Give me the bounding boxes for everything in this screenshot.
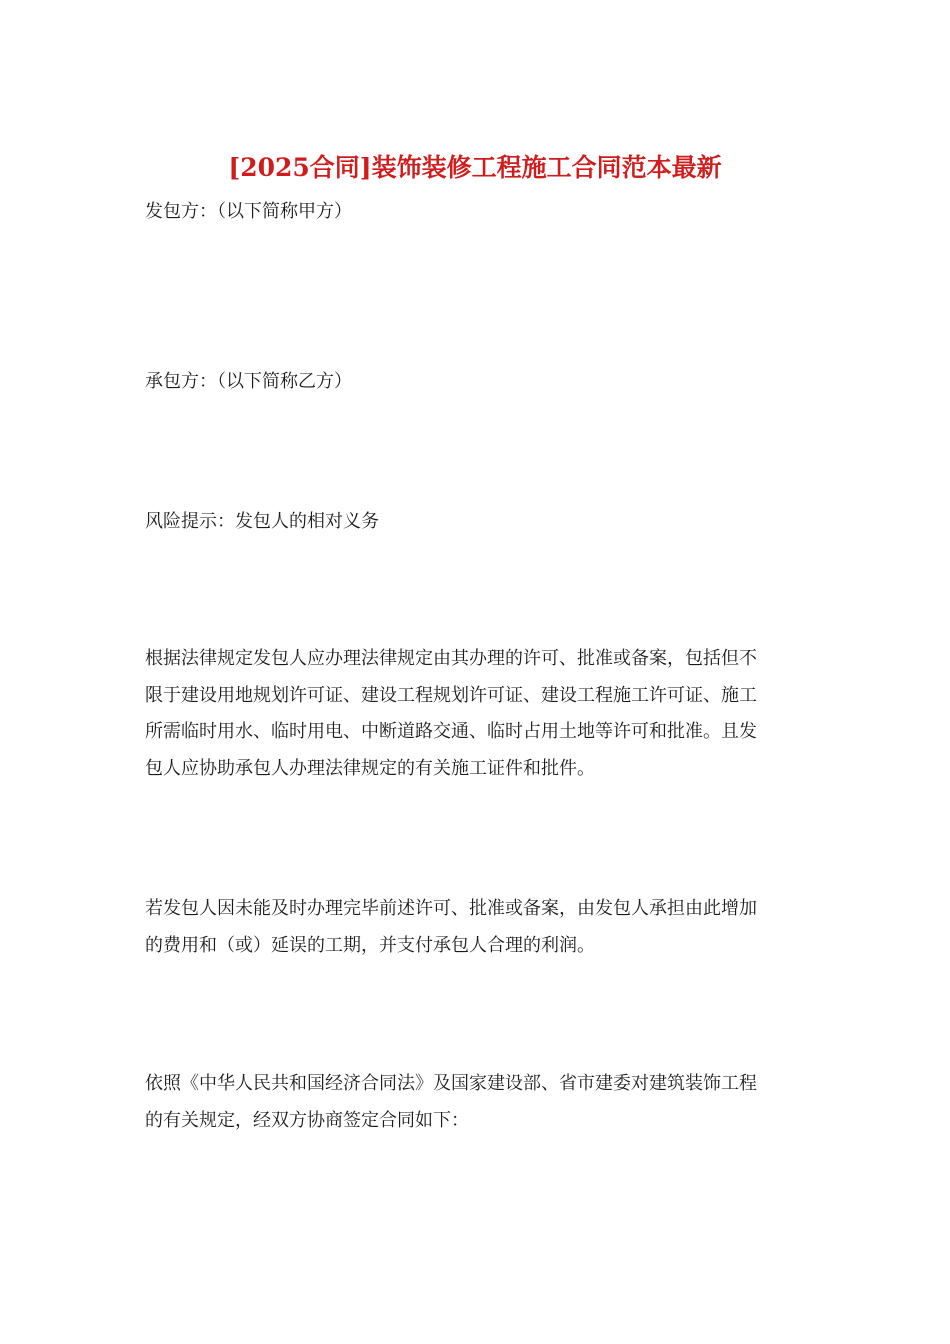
paragraph-line: 的费用和（或）延误的工期，并支付承包人合理的利润。 <box>145 934 595 956</box>
paragraph-line: 根据法律规定发包人应办理法律规定由其办理的许可、批准或备案，包括但不 <box>145 648 757 669</box>
paragraph-line: 的有关规定，经双方协商签定合同如下： <box>145 1109 469 1131</box>
document-title: [2025合同]装饰装修工程施工合同范本最新 <box>228 153 722 182</box>
paragraph-permits <box>145 641 805 787</box>
risk-notice: 风险提示：发包人的相对义务 <box>145 511 379 532</box>
party-a-label: 发包方：（以下简称甲方） <box>145 201 352 222</box>
paragraph-liability <box>145 891 805 964</box>
paragraph-line: 若发包人因未能及时办理完毕前述许可、批准或备案，由发包人承担由此增加 <box>145 898 757 919</box>
paragraph-line: 依照《中华人民共和国经济合同法》及国家建设部、省市建委对建筑装饰工程 <box>145 1073 757 1094</box>
paragraph-line: 所需临时用水、临时用电、中断道路交通、临时占用土地等许可和批准。且发 <box>145 721 757 742</box>
paragraph-legal-basis <box>145 1066 805 1139</box>
party-b-label: 承包方：（以下简称乙方） <box>145 371 352 392</box>
paragraph-line: 限于建设用地规划许可证、建设工程规划许可证、建设工程施工许可证、施工 <box>145 684 757 706</box>
paragraph-line: 包人应协助承包人办理法律规定的有关施工证件和批件。 <box>145 757 595 779</box>
